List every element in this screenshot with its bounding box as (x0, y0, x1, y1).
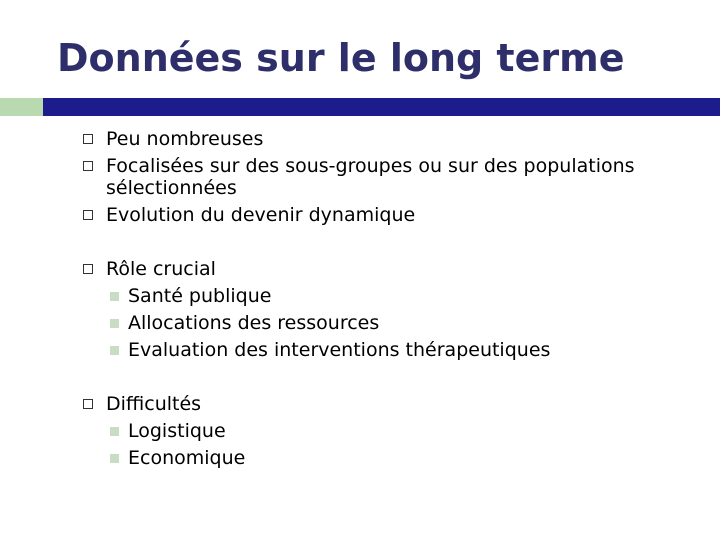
bullet-text: Rôle crucial (106, 258, 216, 280)
sub-bullet-item (128, 418, 226, 444)
bullet-item (106, 153, 635, 201)
title-underline-bar (43, 98, 720, 116)
sub-bullet-text: Evaluation des interventions thérapeutiques (128, 339, 551, 361)
filled-square-bullet-icon (110, 427, 119, 436)
hollow-square-bullet-icon (83, 161, 93, 171)
slide-title: Données sur le long terme (57, 36, 625, 80)
hollow-square-bullet-icon (83, 399, 93, 409)
sub-bullet-text: Santé publique (128, 285, 272, 307)
bullet-text: Peu nombreuses (106, 128, 264, 150)
bullet-item (106, 126, 263, 152)
bullet-text: Difficultés (106, 393, 202, 415)
bullet-item (106, 391, 201, 417)
title-underline-accent (0, 98, 43, 116)
bullet-text-continuation: sélectionnées (106, 177, 237, 199)
sub-bullet-text: Allocations des ressources (128, 312, 380, 334)
bullet-text: Evolution du devenir dynamique (106, 204, 416, 226)
filled-square-bullet-icon (110, 454, 119, 463)
hollow-square-bullet-icon (83, 210, 93, 220)
filled-square-bullet-icon (110, 319, 119, 328)
sub-bullet-text: Economique (128, 447, 246, 469)
bullet-item (106, 202, 415, 228)
bullet-item (106, 256, 216, 282)
sub-bullet-text: Logistique (128, 420, 226, 442)
sub-bullet-item (128, 337, 550, 363)
sub-bullet-item (128, 445, 245, 471)
bullet-text: Focalisées sur des sous-groupes ou sur des populations (106, 155, 635, 177)
hollow-square-bullet-icon (83, 134, 93, 144)
filled-square-bullet-icon (110, 346, 119, 355)
filled-square-bullet-icon (110, 292, 119, 301)
sub-bullet-item (128, 310, 379, 336)
hollow-square-bullet-icon (83, 264, 93, 274)
sub-bullet-item (128, 283, 271, 309)
